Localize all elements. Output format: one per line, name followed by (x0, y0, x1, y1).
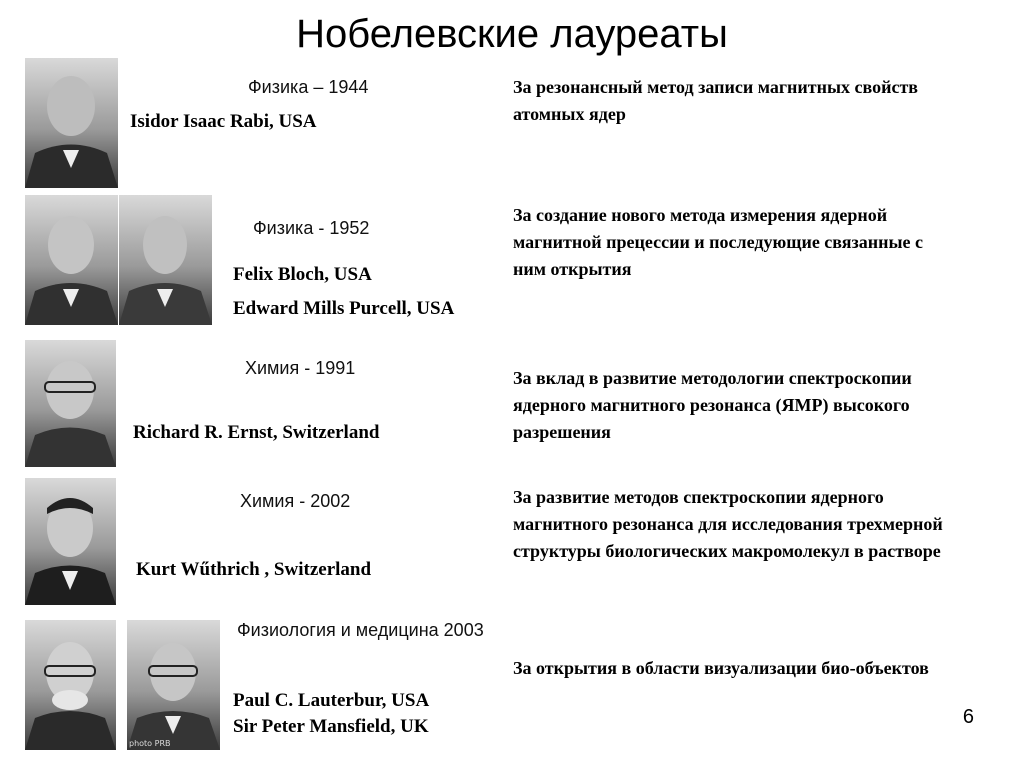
row-category: Химия - 1991 (245, 358, 356, 378)
laureate-name: Isidor Isaac Rabi, USA (130, 111, 317, 132)
laureate-name: Sir Peter Mansfield, UK (233, 716, 429, 737)
row-description: За открытия в области визуализации био-объектов (513, 658, 929, 678)
laureate-name: Kurt Wűthrich , Switzerland (136, 559, 372, 580)
laureate-name: Paul C. Lauterbur, USA (233, 690, 430, 711)
page-number: 6 (962, 706, 974, 728)
portrait-photo (25, 478, 116, 605)
laureate-name: Felix Bloch, USA (233, 264, 372, 285)
row-description: За создание нового метода измерения ядерной магнитной прецессии и последующие связанные с ним открытия (513, 205, 924, 279)
row-description: За вклад в развитие методологии спектроскопии ядерного магнитного резонанса (ЯМР) высокого разрешения (513, 368, 912, 442)
row-description: За развитие методов спектроскопии ядерного магнитного резонанса для исследования трехмерной структуры биологических макромолекул в растворе (513, 487, 943, 561)
page-title: Нобелевские лауреаты (296, 12, 728, 56)
row-category: Химия - 2002 (240, 491, 351, 511)
portrait-photo (25, 340, 116, 467)
laureate-name: Richard R. Ernst, Switzerland (133, 422, 380, 443)
row-description: За резонансный метод записи магнитных свойств атомных ядер (513, 77, 919, 124)
portrait-photo (25, 620, 116, 750)
photo-credit: photo PRB (129, 739, 171, 748)
portrait-photo (25, 195, 118, 325)
row-category: Физика - 1952 (253, 218, 370, 238)
row-category: Физика – 1944 (248, 77, 369, 97)
portrait-photo (119, 195, 212, 325)
row-category: Физиология и медицина 2003 (237, 620, 484, 640)
portrait-photo (25, 58, 118, 188)
portrait-photo (127, 620, 220, 750)
laureate-name: Edward Mills Purcell, USA (233, 298, 455, 319)
